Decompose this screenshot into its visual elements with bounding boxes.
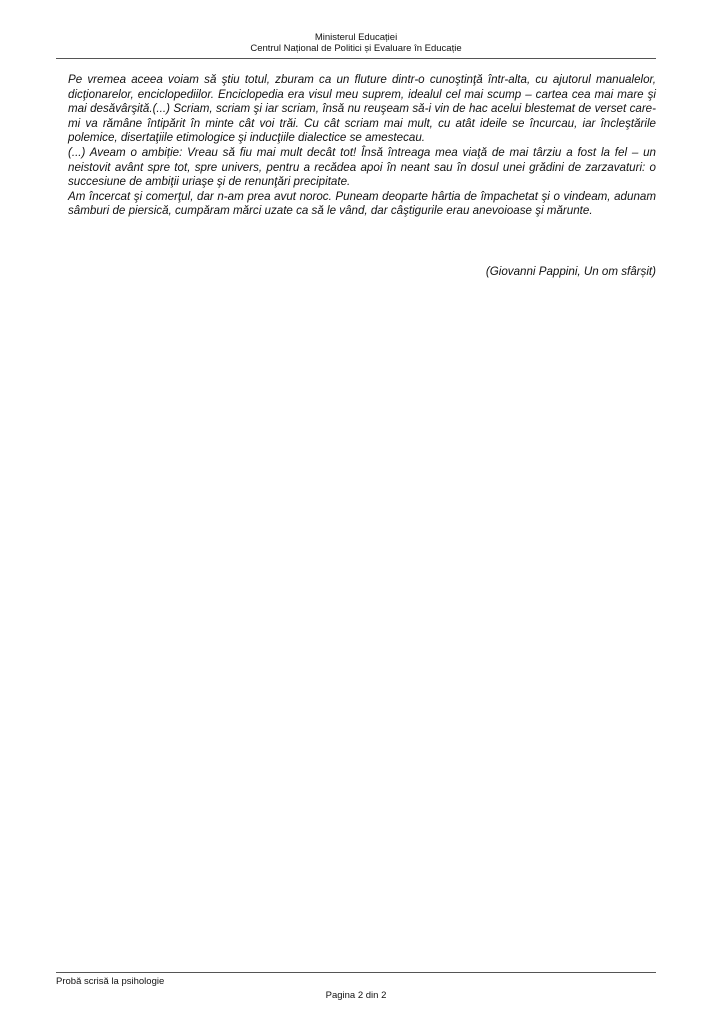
header-divider xyxy=(56,58,656,59)
text-excerpt xyxy=(68,73,656,219)
header-ministry: Ministerul Educației xyxy=(314,32,398,43)
footer-page-number: Pagina 2 din 2 xyxy=(325,990,387,1001)
paragraph-1: Pe vremea aceea voiam să ştiu totul, zburam ca un fluture dintr-o cunoştinţă într-alta, cu ajutorul manualelor, dicţionarelor, enciclopediilor. Enciclopedia era visul meu suprem, idealul cel mai scump – cartea cea mai mare şi mai desăvârşită.(...) Scriam, scriam şi iar scriam, însă nu reuşeam să-i vin de hac acelui blestemat de verset care-mi va rămâne întipărit în minte cât voi trăi. Cu cât scriam mai mult, cu atât ideile se încurcau, iar încleştările polemice, disertaţiile etimologice şi inducţiile dialectice se amestecau. xyxy=(68,73,656,145)
paragraph-2: (...) Aveam o ambiție: Vreau să fiu mai mult decât tot! Însă întreaga mea viaţă de mai târziu a fost la fel – un neistovit avânt spre tot, spre univers, pentru a recădea apoi în neant sau în dosul unei grădini de zarzavaturi: o succesiune de ambiţii uriaşe şi de renunţări precipitate. xyxy=(68,145,656,189)
paragraph-3: Am încercat şi comerţul, dar n-am prea avut noroc. Puneam deoparte hârtia de împachetat şi o vindeam, adunam sâmburi de piersică, cumpăram mărci uzate ca să le vând, dar câştigurile erau anevoioase şi mărunte. xyxy=(68,189,656,218)
footer-exam-title: Probă scrisă la psihologie xyxy=(56,976,165,987)
footer-divider xyxy=(56,972,656,973)
page-header xyxy=(56,32,656,54)
source-attribution: (Giovanni Pappini, Un om sfârșit) xyxy=(485,265,656,278)
header-center: Centrul Național de Politici și Evaluare în Educație xyxy=(250,43,462,54)
